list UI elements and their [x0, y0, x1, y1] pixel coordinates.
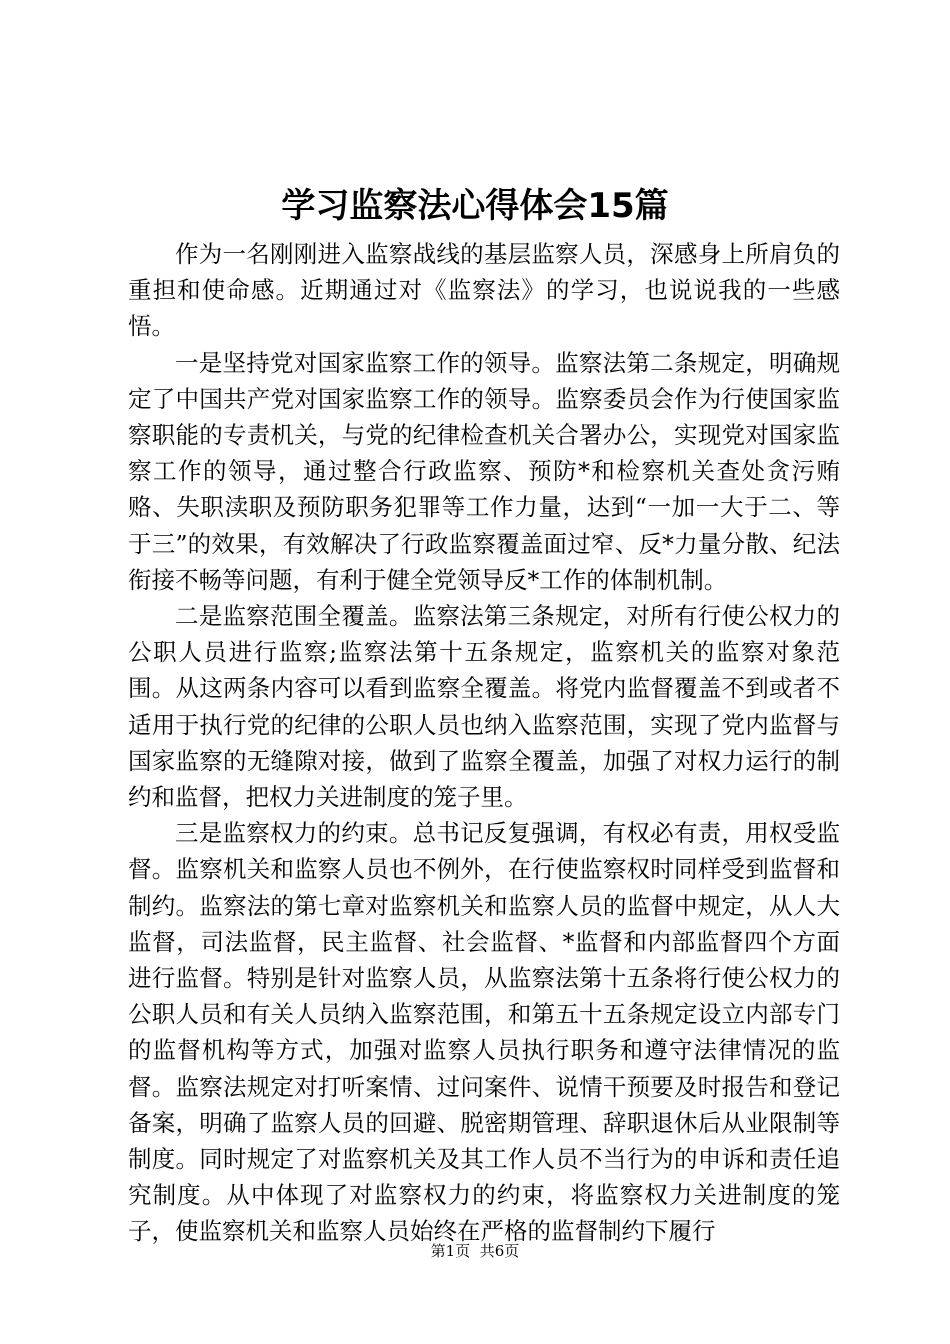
page-footer — [0, 1240, 950, 1262]
document-title: 学习监察法心得体会15篇 — [281, 186, 669, 226]
paragraph-point-one: 一是坚持党对国家监察工作的领导。监察法第二条规定，明确规定了中国共产党对国家监察工作的领导。监察委员会作为行使国家监察职能的专责机关，与党的纪律检查机关合署办公，实现党对国家监察工作的领导，通过整合行政监察、预防*和检察机关查处贪污贿赂、失职渎职及预防职务犯罪等工作力量，达到“一加一大于二、等于三”的效果，有效解决了行政监察覆盖面过窄、反*力量分散、纪法衔接不畅等问题，有利于健全党领导反*工作的体制机制。 — [128, 348, 840, 594]
footer-gap — [470, 1242, 480, 1260]
page-total: 共6页 — [479, 1242, 520, 1260]
paragraph-point-two: 二是监察范围全覆盖。监察法第三条规定，对所有行使公权力的公职人员进行监察;监察法第十五条规定，监察机关的监察对象范围。从这两条内容可以看到监察全覆盖。将党内监督覆盖不到或者不适用于执行党的纪律的公职人员也纳入监察范围，实现了党内监督与国家监察的无缝隙对接，做到了监察全覆盖，加强了对权力运行的制约和监督，把权力关进制度的笼子里。 — [128, 602, 840, 812]
paragraph-point-three: 三是监察权力的约束。总书记反复强调，有权必有责，用权受监督。监察机关和监察人员也不例外，在行使监察权时同样受到监督和制约。监察法的第七章对监察机关和监察人员的监督中规定，从人大监督，司法监督，民主监督、社会监督、*监督和内部监督四个方面进行监督。特别是针对监察人员，从监察法第十五条将行使公权力的公职人员和有关人员纳入监察范围，和第五十五条规定设立内部专门的监督机构等方式，加强对监察人员执行职务和遵守法律情况的监督。监察法规定对打听案情、过问案件、说情干预要及时报告和登记备案，明确了监察人员的回避、脱密期管理、辞职退休后从业限制等制度。同时规定了对监察机关及其工作人员不当行为的申诉和责任追究制度。从中体现了对监察权力的约束，将监察权力关进制度的笼子，使监察机关和监察人员始终在严格的监督制约下履行 — [128, 819, 840, 1246]
page-number: 第1页 — [430, 1242, 471, 1260]
document-body — [128, 236, 840, 1250]
paragraph-intro: 作为一名刚刚进入监察战线的基层监察人员，深感身上所肩负的重担和使命感。近期通过对《监察法》的学习，也说说我的一些感悟。 — [128, 240, 840, 341]
